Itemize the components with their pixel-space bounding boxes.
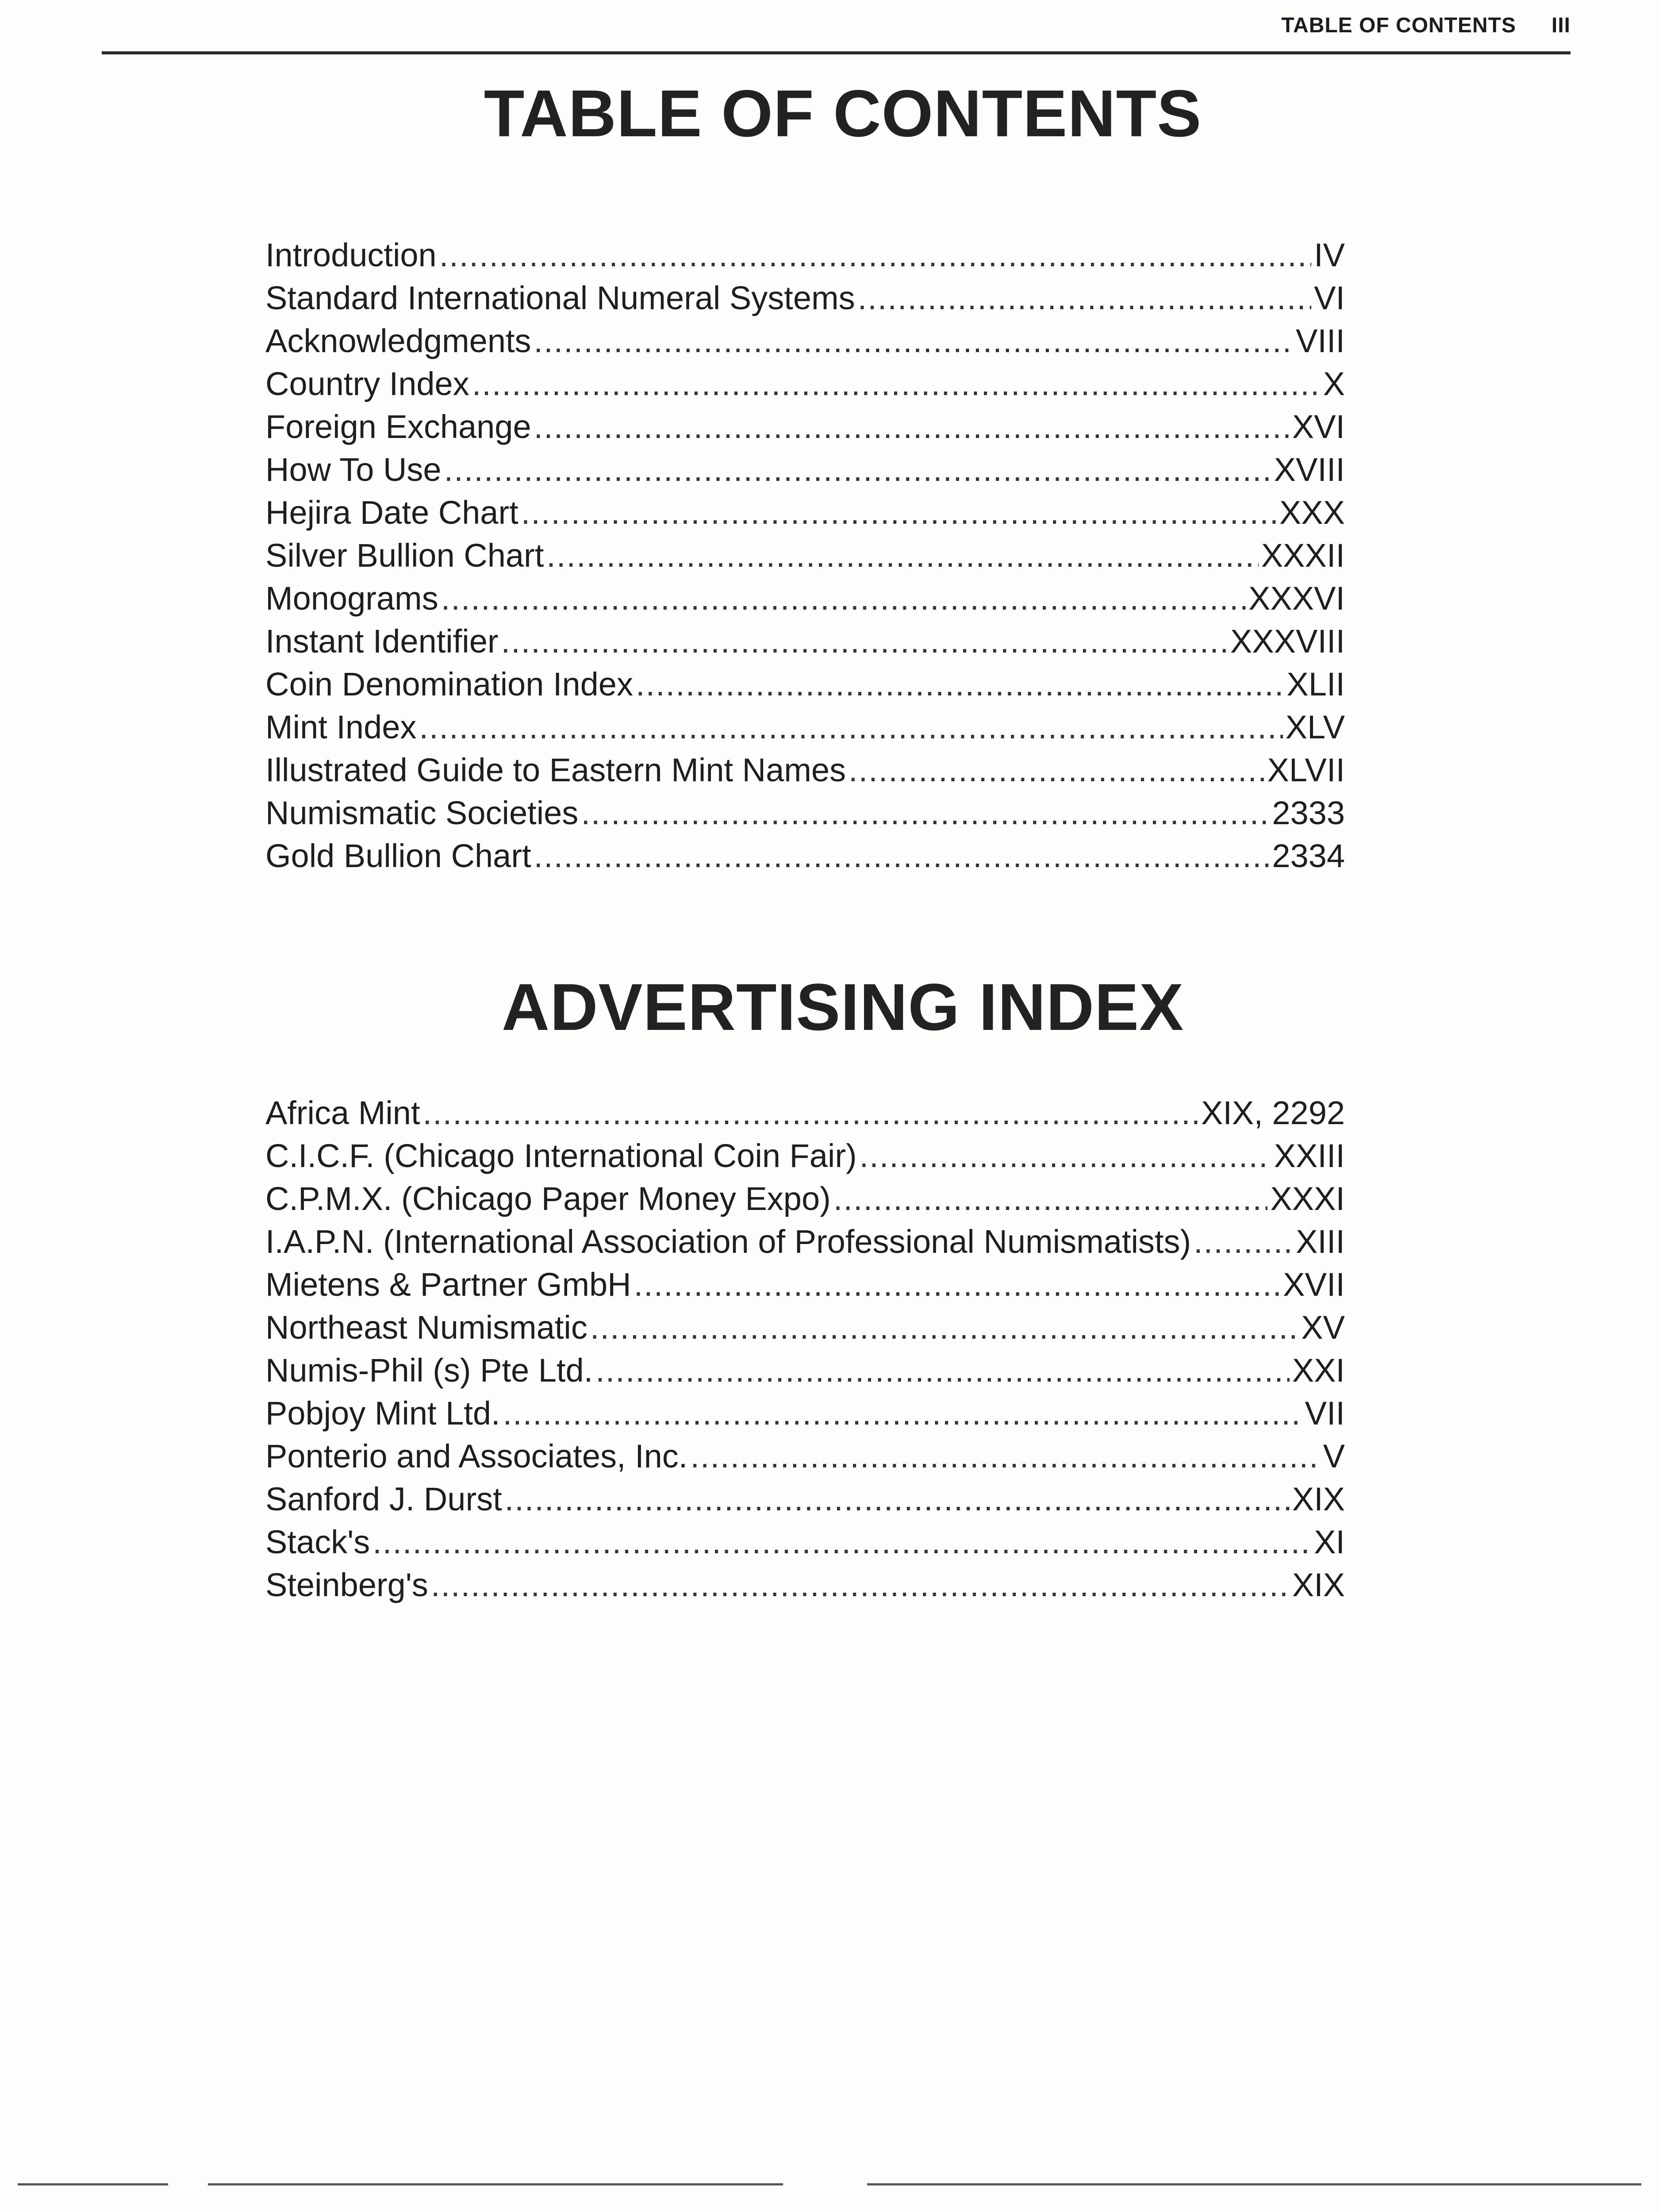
toc-entry-page: XXX <box>1279 494 1345 531</box>
dot-leader <box>534 405 1290 448</box>
toc-entry-label: Gold Bullion Chart <box>265 837 531 874</box>
toc-entry-label: Foreign Exchange <box>265 408 531 445</box>
toc-title: TABLE OF CONTENTS <box>484 76 1202 150</box>
toc-entry-label: Silver Bullion Chart <box>265 537 544 574</box>
advertiser-page: XIX <box>1292 1481 1345 1517</box>
advertiser-page: XIII <box>1295 1223 1345 1260</box>
dot-leader <box>444 448 1271 491</box>
advertiser-page: XIX <box>1292 1567 1345 1603</box>
dot-leader <box>439 234 1311 276</box>
toc-entry-label: Standard International Numeral Systems <box>265 280 855 316</box>
advertiser-entry[interactable] <box>265 1392 1345 1435</box>
advertiser-entry[interactable] <box>265 1134 1345 1177</box>
dot-leader <box>546 534 1259 577</box>
dot-leader <box>441 577 1246 620</box>
toc-entry[interactable] <box>265 620 1345 663</box>
advertiser-name: Pobjoy Mint Ltd. <box>265 1395 500 1432</box>
dot-leader <box>501 620 1228 663</box>
toc-entry-page: XXXVI <box>1248 580 1345 617</box>
header-rule <box>102 51 1571 54</box>
toc-entry-page: XLII <box>1286 666 1345 703</box>
running-head-title: TABLE OF CONTENTS <box>1281 14 1516 37</box>
advertiser-name: C.I.C.F. (Chicago International Coin Fair) <box>265 1137 857 1174</box>
toc-entry-label: How To Use <box>265 451 442 488</box>
bottom-rule-segment <box>867 2183 1641 2185</box>
advertiser-page: XI <box>1314 1524 1345 1560</box>
dot-leader <box>849 749 1264 791</box>
toc-entry-label: Numismatic Societies <box>265 795 579 831</box>
toc-entry-page: 2333 <box>1272 795 1345 831</box>
page-number: III <box>1551 14 1571 37</box>
toc-entry-page: IV <box>1314 237 1345 273</box>
advertiser-page: XVII <box>1283 1266 1345 1303</box>
toc-entry-page: XXXVIII <box>1230 623 1345 660</box>
dot-leader <box>690 1435 1320 1478</box>
dot-leader <box>590 1306 1298 1349</box>
toc-entry-page: XVIII <box>1274 451 1345 488</box>
advertiser-entry[interactable] <box>265 1563 1345 1606</box>
dot-leader <box>595 1349 1290 1392</box>
advertiser-name: Numis-Phil (s) Pte Ltd. <box>265 1352 593 1389</box>
toc-entry[interactable] <box>265 362 1345 405</box>
advertiser-name: Sanford J. Durst <box>265 1481 502 1517</box>
toc-entry-label: Country Index <box>265 365 469 402</box>
dot-leader <box>534 834 1270 877</box>
advertiser-page: XIX, 2292 <box>1201 1094 1345 1131</box>
advertiser-name: C.P.M.X. (Chicago Paper Money Expo) <box>265 1180 831 1217</box>
toc-entry-label: Illustrated Guide to Eastern Mint Names <box>265 752 846 788</box>
toc-entry-label: Hejira Date Chart <box>265 494 518 531</box>
toc-entry[interactable] <box>265 706 1345 749</box>
running-head <box>1281 13 1571 38</box>
advertiser-name: Africa Mint <box>265 1094 420 1131</box>
toc-entry[interactable] <box>265 276 1345 319</box>
dot-leader <box>858 276 1311 319</box>
toc-entry[interactable] <box>265 663 1345 706</box>
toc-entry-page: X <box>1323 365 1345 402</box>
toc-entry-page: VI <box>1314 280 1345 316</box>
toc-entry[interactable] <box>265 534 1345 577</box>
toc-entry-page: XVI <box>1292 408 1345 445</box>
dot-leader <box>636 663 1284 706</box>
advertiser-name: Mietens & Partner GmbH <box>265 1266 631 1303</box>
advertiser-entry[interactable] <box>265 1263 1345 1306</box>
toc-entry-page: XLV <box>1285 709 1345 745</box>
toc-list <box>265 234 1345 877</box>
toc-entry[interactable] <box>265 234 1345 276</box>
dot-leader <box>472 362 1321 405</box>
toc-entry[interactable] <box>265 319 1345 362</box>
dot-leader <box>373 1521 1311 1563</box>
advertiser-entry[interactable] <box>265 1306 1345 1349</box>
advertiser-page: V <box>1323 1438 1345 1475</box>
toc-entry-label: Mint Index <box>265 709 417 745</box>
dot-leader <box>505 1478 1290 1521</box>
dot-leader <box>860 1134 1271 1177</box>
advertiser-entry[interactable] <box>265 1478 1345 1521</box>
advertiser-name: I.A.P.N. (International Association of Professional Numismatists) <box>265 1223 1191 1260</box>
advertiser-page: XXIII <box>1274 1137 1345 1174</box>
toc-entry[interactable] <box>265 405 1345 448</box>
toc-entry[interactable] <box>265 834 1345 877</box>
toc-entry[interactable] <box>265 448 1345 491</box>
dot-leader <box>423 1091 1198 1134</box>
dot-leader <box>534 319 1293 362</box>
toc-entry-label: Acknowledgments <box>265 323 531 359</box>
dot-leader <box>431 1563 1290 1606</box>
advertiser-entry[interactable] <box>265 1435 1345 1478</box>
toc-entry-label: Instant Identifier <box>265 623 499 660</box>
dot-leader <box>503 1392 1302 1435</box>
dot-leader <box>1194 1220 1293 1263</box>
advertiser-page: XV <box>1301 1309 1345 1346</box>
advertiser-entry[interactable] <box>265 1349 1345 1392</box>
advertiser-entry[interactable] <box>265 1177 1345 1220</box>
advertiser-name: Stack's <box>265 1524 370 1560</box>
toc-entry-page: XLVII <box>1267 752 1345 788</box>
dot-leader <box>833 1177 1268 1220</box>
advertiser-name: Steinberg's <box>265 1567 428 1603</box>
advertiser-entry[interactable] <box>265 1091 1345 1134</box>
toc-entry[interactable] <box>265 491 1345 534</box>
advertiser-page: XXI <box>1292 1352 1345 1389</box>
advertiser-page: VII <box>1305 1395 1345 1432</box>
dot-leader <box>634 1263 1281 1306</box>
advertiser-entry[interactable] <box>265 1521 1345 1563</box>
toc-entry-label: Coin Denomination Index <box>265 666 633 703</box>
dot-leader <box>581 791 1269 834</box>
toc-entry-page: 2334 <box>1272 837 1345 874</box>
advertiser-entry[interactable] <box>265 1220 1345 1263</box>
advertiser-page: XXXI <box>1270 1180 1345 1217</box>
advertising-index-title: ADVERTISING INDEX <box>501 970 1184 1044</box>
advertiser-name: Ponterio and Associates, Inc. <box>265 1438 688 1475</box>
toc-entry[interactable] <box>265 749 1345 791</box>
bottom-rule-segment <box>208 2183 783 2185</box>
toc-entry[interactable] <box>265 577 1345 620</box>
advertising-index-list <box>265 1091 1345 1606</box>
toc-entry-label: Introduction <box>265 237 437 273</box>
toc-entry-page: VIII <box>1295 323 1345 359</box>
toc-entry-page: XXXII <box>1261 537 1345 574</box>
toc-entry-label: Monograms <box>265 580 438 617</box>
advertiser-name: Northeast Numismatic <box>265 1309 588 1346</box>
dot-leader <box>521 491 1277 534</box>
toc-entry[interactable] <box>265 791 1345 834</box>
dot-leader <box>419 706 1283 749</box>
bottom-rule-segment <box>18 2183 168 2185</box>
